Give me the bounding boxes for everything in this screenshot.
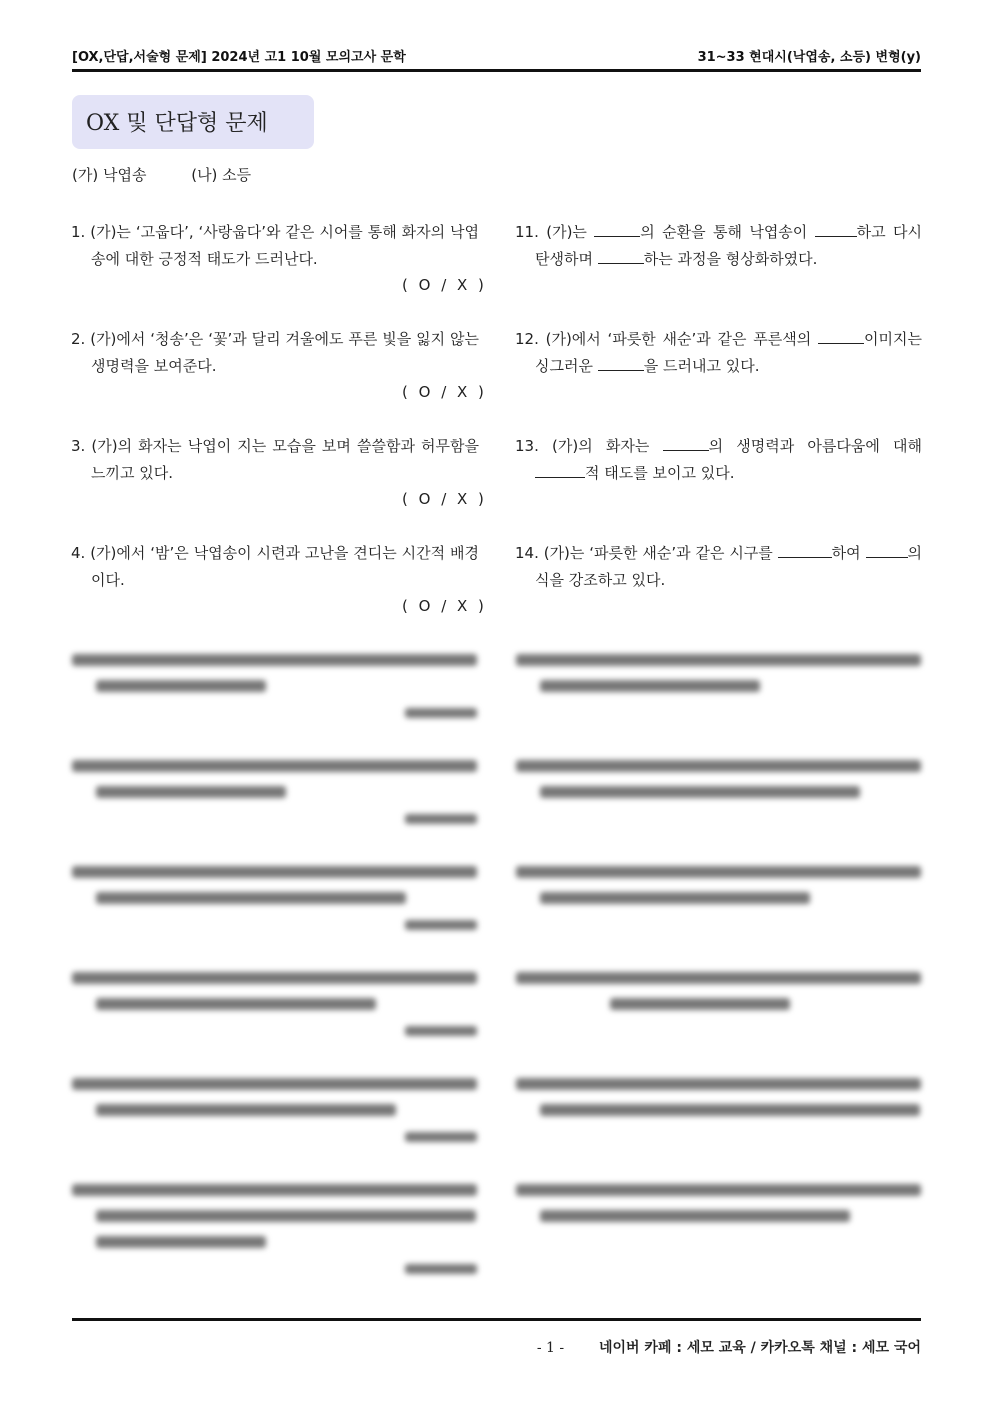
answer-blank[interactable] — [594, 222, 640, 237]
ox-choice-3[interactable]: ( O / X ) — [402, 490, 487, 508]
answer-blank[interactable] — [535, 463, 585, 478]
ox-choice-2[interactable]: ( O / X ) — [402, 383, 487, 401]
question-2: 2. (가)에서 ‘청송’은 ‘꽃’과 달리 겨울에도 푸른 빛을 잃지 않는 생명력을 보여준다. — [71, 330, 479, 375]
answer-blank[interactable] — [818, 329, 864, 344]
answer-blank[interactable] — [866, 543, 908, 558]
question-13: 13. (가)의 화자는 의 생명력과 아름다움에 대해 적 태도를 보이고 있다. — [515, 437, 922, 482]
poem-list — [72, 164, 291, 185]
footer-text: 네이버 카페 : 세모 교육 / 카카오톡 채널 : 세모 국어 — [598, 1340, 921, 1356]
header-right-title: 31~33 현대시(낙엽송, 소등) 변형(y) — [697, 50, 921, 65]
header-left-title: [OX,단답,서술형 문제] 2024년 고1 10월 모의고사 문학 — [72, 50, 406, 65]
section-title-box — [72, 95, 314, 149]
poem-b-label: (나) 소등 — [191, 166, 252, 184]
answer-blank[interactable] — [778, 543, 832, 558]
blurred-questions — [0, 640, 992, 1340]
question-11: 11. (가)는 의 순환을 통해 낙엽송이 하고 다시 탄생하며 하는 과정을 형상화하였다. — [515, 223, 922, 268]
page-header — [72, 46, 921, 66]
header-rule — [72, 69, 921, 72]
answer-blank[interactable] — [598, 249, 644, 264]
question-12: 12. (가)에서 ‘파릇한 새순’과 같은 푸른색의 이미지는 싱그러운 을 드러내고 있다. — [515, 330, 922, 375]
question-4: 4. (가)에서 ‘밤’은 낙엽송이 시련과 고난을 견디는 시간적 배경이다. — [71, 544, 479, 589]
question-1: 1. (가)는 ‘고웁다’, ‘사랑웁다’와 같은 시어를 통해 화자의 낙엽송에 대한 긍정적 태도가 드러난다. — [71, 223, 479, 268]
ox-choice-1[interactable]: ( O / X ) — [402, 276, 487, 294]
answer-blank[interactable] — [815, 222, 857, 237]
answer-blank[interactable] — [663, 436, 709, 451]
poem-a-label: (가) 낙엽송 — [72, 166, 147, 184]
section-title: OX 및 단답형 문제 — [86, 111, 268, 136]
page-number: - 1 - — [536, 1340, 565, 1356]
page-footer — [537, 1337, 921, 1357]
ox-choice-4[interactable]: ( O / X ) — [402, 597, 487, 615]
question-3: 3. (가)의 화자는 낙엽이 지는 모습을 보며 쓸쓸함과 허무함을 느끼고 있다. — [71, 437, 479, 482]
question-14: 14. (가)는 ‘파릇한 새순’과 같은 시구를 하여 의식을 강조하고 있다. — [515, 544, 923, 589]
footer-rule — [72, 1318, 921, 1321]
answer-blank[interactable] — [598, 356, 644, 371]
